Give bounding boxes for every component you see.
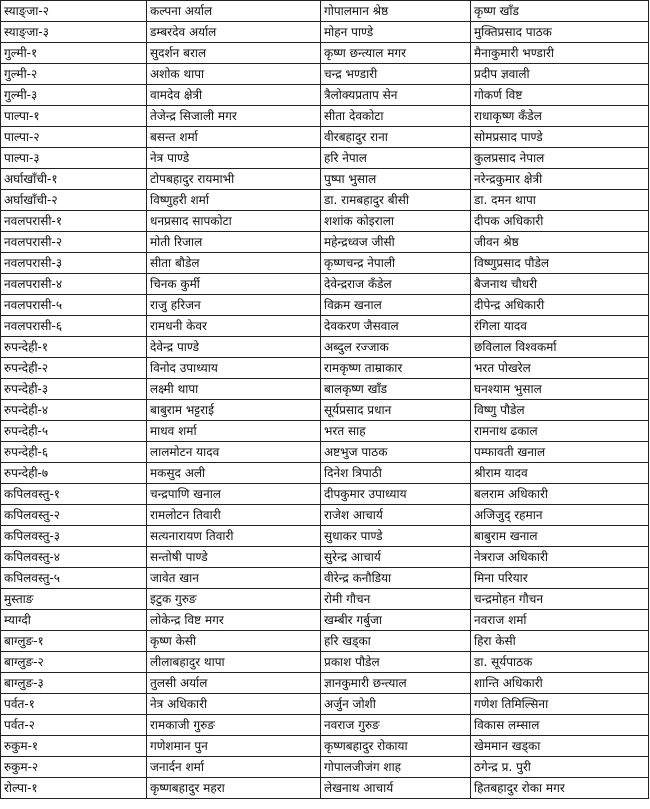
candidate-a-cell: डम्बरदेव अर्याल [147,22,321,43]
table-row [1,295,649,316]
candidate-c-cell: हितबहादुर रोका मगर [471,778,649,799]
table-row [1,631,649,652]
constituency-cell: नवलपरासी-३ [1,253,147,274]
table-row [1,547,649,568]
table-row [1,673,649,694]
candidate-a-cell: लोकेन्द्र विष्ट मगर [147,610,321,631]
candidate-b-cell: लेखनाथ आचार्य [321,778,471,799]
candidate-b-cell: हरि नेपाल [321,148,471,169]
candidate-c-cell: अजिजुद् रहमान [471,505,649,526]
candidate-a-cell: गणेशमान पुन [147,736,321,757]
candidate-a-cell: जावेत खान [147,568,321,589]
candidate-b-cell: दिनेश त्रिपाठी [321,463,471,484]
constituency-cell: स्याङ्जा-३ [1,22,147,43]
candidate-c-cell: रंगिला यादव [471,316,649,337]
candidate-b-cell: गोपालमान श्रेष्ठ [321,1,471,22]
table-row [1,127,649,148]
candidate-c-cell: घनश्याम भुसाल [471,379,649,400]
constituency-cell: रुपन्देही-३ [1,379,147,400]
candidate-b-cell: डा. रामबहादुर बीसी [321,190,471,211]
constituency-cell: रोल्पा-१ [1,778,147,799]
constituency-cell: पर्वत-१ [1,694,147,715]
candidate-c-cell: कुलप्रसाद नेपाल [471,148,649,169]
candidate-a-cell: बाबुराम भट्टराई [147,400,321,421]
candidate-b-cell: सीता देवकोटा [321,106,471,127]
candidate-c-cell: बलराम अधिकारी [471,484,649,505]
candidate-c-cell: विष्णु पौडेल [471,400,649,421]
candidate-a-cell: कल्पना अर्याल [147,1,321,22]
constituency-cell: रुपन्देही-४ [1,400,147,421]
candidate-a-cell: मोती रिजाल [147,232,321,253]
candidate-c-cell: रामनाथ ढकाल [471,421,649,442]
candidate-b-cell: भरत साह [321,421,471,442]
constituency-cell: कपिलवस्तु-१ [1,484,147,505]
candidate-c-cell: गोकर्ण विष्ट [471,85,649,106]
constituency-cell: कपिलवस्तु-३ [1,526,147,547]
candidate-a-cell: धनप्रसाद सापकोटा [147,211,321,232]
table-row [1,736,649,757]
constituency-cell: बाग्लुङ-२ [1,652,147,673]
candidate-a-cell: माधव शर्मा [147,421,321,442]
table-row [1,211,649,232]
candidate-c-cell: चन्द्रमोहन गौचन [471,589,649,610]
candidate-c-cell: नेत्रराज अधिकारी [471,547,649,568]
constituency-cell: कपिलवस्तु-२ [1,505,147,526]
candidate-a-cell: रामकाजी गुरुङ [147,715,321,736]
table-row [1,694,649,715]
constituency-cell: पाल्पा-१ [1,106,147,127]
table-row [1,400,649,421]
candidate-b-cell: महेन्द्रध्वज जीसी [321,232,471,253]
candidate-a-cell: नेत्र अधिकारी [147,694,321,715]
candidate-c-cell: दीपक अधिकारी [471,211,649,232]
candidate-b-cell: त्रैलोक्यप्रताप सेन [321,85,471,106]
constituency-cell: गुल्मी-३ [1,85,147,106]
candidate-c-cell: राधाकृष्ण कँडेल [471,106,649,127]
candidate-c-cell: ठगेन्द्र प्र. पुरी [471,757,649,778]
candidate-c-cell: शान्ति अधिकारी [471,673,649,694]
constituency-cell: रुपन्देही-७ [1,463,147,484]
candidate-b-cell: शशांक कोइराला [321,211,471,232]
table-row [1,379,649,400]
constituency-cell: नवलपरासी-६ [1,316,147,337]
candidate-c-cell: नवराज शर्मा [471,610,649,631]
candidate-b-cell: रामकृष्ण ताम्राकार [321,358,471,379]
table-row [1,169,649,190]
table-body [1,1,649,799]
table-row [1,358,649,379]
table-row [1,232,649,253]
table-row [1,43,649,64]
table-row [1,463,649,484]
candidate-a-cell: सीता बौडेल [147,253,321,274]
constituency-cell: पाल्पा-३ [1,148,147,169]
constituency-cell: रुपन्देही-१ [1,337,147,358]
candidate-c-cell: मुक्तिप्रसाद पाठक [471,22,649,43]
table-row [1,484,649,505]
candidate-c-cell: प्रदीप ज्ञवाली [471,64,649,85]
candidate-b-cell: चन्द्र भण्डारी [321,64,471,85]
table-row [1,337,649,358]
table-row [1,568,649,589]
candidate-a-cell: तुलसी अर्याल [147,673,321,694]
candidate-b-cell: नवराज गुरुङ [321,715,471,736]
candidate-b-cell: देवकरण जैसवाल [321,316,471,337]
candidate-a-cell: विनोद उपाध्याय [147,358,321,379]
candidate-a-cell: वामदेव क्षेत्री [147,85,321,106]
table-row [1,253,649,274]
candidate-c-cell: बाबुराम खनाल [471,526,649,547]
constituency-cell: बाग्लुङ-३ [1,673,147,694]
constituency-cell: रुपन्देही-५ [1,421,147,442]
table-row [1,148,649,169]
candidate-b-cell: खम्बीर गर्बुजा [321,610,471,631]
candidate-a-cell: अशोक थापा [147,64,321,85]
candidate-b-cell: विक्रम खनाल [321,295,471,316]
candidate-c-cell: जीवन श्रेष्ठ [471,232,649,253]
table-row [1,505,649,526]
candidate-a-cell: लक्ष्मी थापा [147,379,321,400]
constituency-cell: नवलपरासी-१ [1,211,147,232]
candidate-a-cell: चिनक कुर्मी [147,274,321,295]
constituency-cell: नवलपरासी-२ [1,232,147,253]
constituency-cell: पाल्पा-२ [1,127,147,148]
table-row [1,778,649,799]
candidate-c-cell: नरेन्द्रकुमार क्षेत्री [471,169,649,190]
candidate-b-cell: अब्दुल रज्जाक [321,337,471,358]
candidate-b-cell: रोमी गौचन [321,589,471,610]
candidate-c-cell: दीपेन्द्र अधिकारी [471,295,649,316]
candidate-c-cell: पम्फावती खनाल [471,442,649,463]
candidate-a-cell: टोपबहादुर रायमाभी [147,169,321,190]
candidate-c-cell: मैनाकुमारी भण्डारी [471,43,649,64]
table-row [1,526,649,547]
candidate-c-cell: डा. सूर्यपाठक [471,652,649,673]
constituency-cell: नवलपरासी-४ [1,274,147,295]
candidate-a-cell: रामधनी केवर [147,316,321,337]
candidate-a-cell: तेजेन्द्र सिजाली मगर [147,106,321,127]
candidate-b-cell: पुष्पा भुसाल [321,169,471,190]
candidate-c-cell: गणेश तिमिल्सिना [471,694,649,715]
candidate-b-cell: गोपालजीजंग शाह [321,757,471,778]
table-row [1,1,649,22]
candidate-b-cell: सुधाकर पाण्डे [321,526,471,547]
candidate-b-cell: दीपकुमार उपाध्याय [321,484,471,505]
candidate-c-cell: खेममान खड्का [471,736,649,757]
table-row [1,589,649,610]
table-row [1,715,649,736]
table-row [1,22,649,43]
candidate-c-cell: सोमप्रसाद पाण्डे [471,127,649,148]
candidate-c-cell: श्रीराम यादव [471,463,649,484]
candidate-a-cell: देवेन्द्र पाण्डे [147,337,321,358]
candidate-c-cell: विकास लम्साल [471,715,649,736]
candidate-a-cell: मकसुद अली [147,463,321,484]
constituency-cell: रुपन्देही-२ [1,358,147,379]
candidate-c-cell: डा. दमन थापा [471,190,649,211]
table-row [1,652,649,673]
constituency-cell: गुल्मी-१ [1,43,147,64]
candidate-a-cell: नेत्र पाण्डे [147,148,321,169]
table-row [1,64,649,85]
candidate-a-cell: जनार्दन शर्मा [147,757,321,778]
candidate-a-cell: कृष्णबहादुर महरा [147,778,321,799]
candidate-b-cell: अष्टभुज पाठक [321,442,471,463]
candidate-b-cell: हरि खड्का [321,631,471,652]
constituency-cell: रुपन्देही-६ [1,442,147,463]
candidate-a-cell: राजु हरिजन [147,295,321,316]
candidate-c-cell: हिरा केसी [471,631,649,652]
constituency-cell: नवलपरासी-५ [1,295,147,316]
candidate-b-cell: ज्ञानकुमारी छन्त्याल [321,673,471,694]
candidate-a-cell: इटुक गुरुङ [147,589,321,610]
constituency-cell: गुल्मी-२ [1,64,147,85]
constituency-cell: अर्घाखाँची-१ [1,169,147,190]
candidate-b-cell: वीरेन्द्र कनौडिया [321,568,471,589]
candidate-b-cell: अर्जुन जोशी [321,694,471,715]
candidate-a-cell: रामलोटन तिवारी [147,505,321,526]
candidate-b-cell: प्रकाश पौडेल [321,652,471,673]
candidate-a-cell: बसन्त शर्मा [147,127,321,148]
table-row [1,421,649,442]
candidate-b-cell: कृष्ण छन्त्याल मगर [321,43,471,64]
candidate-a-cell: लालमोटन यादव [147,442,321,463]
table-row [1,610,649,631]
candidate-c-cell: कृष्ण खाँड [471,1,649,22]
candidate-b-cell: कृष्णचन्द्र नेपाली [321,253,471,274]
constituency-cell: रुकुम-२ [1,757,147,778]
candidate-b-cell: सूर्यप्रसाद प्रधान [321,400,471,421]
constituency-cell: अर्घाखाँची-२ [1,190,147,211]
table-row [1,190,649,211]
candidate-c-cell: मिना परियार [471,568,649,589]
constituency-cell: मुस्ताङ [1,589,147,610]
constituency-cell: बाग्लुङ-१ [1,631,147,652]
candidate-b-cell: वीरबहादुर राना [321,127,471,148]
table-row [1,442,649,463]
table-row [1,274,649,295]
candidate-c-cell: विष्णुप्रसाद पौडेल [471,253,649,274]
candidate-b-cell: मोहन पाण्डे [321,22,471,43]
candidate-a-cell: सुदर्शन बराल [147,43,321,64]
candidate-b-cell: राजेश आचार्य [321,505,471,526]
constituency-cell: म्याग्दी [1,610,147,631]
table-row [1,85,649,106]
candidate-a-cell: सत्यनारायण तिवारी [147,526,321,547]
table-row [1,316,649,337]
constituency-cell: पर्वत-२ [1,715,147,736]
candidate-a-cell: चन्द्रपाणि खनाल [147,484,321,505]
candidate-c-cell: छविलाल विश्वकर्मा [471,337,649,358]
constituency-cell: कपिलवस्तु-५ [1,568,147,589]
constituency-cell: रुकुम-१ [1,736,147,757]
candidate-b-cell: देवेन्द्रराज कँडेल [321,274,471,295]
candidate-c-cell: बैजनाथ चौधरी [471,274,649,295]
candidate-b-cell: बालकृष्ण खाँड [321,379,471,400]
candidate-a-cell: विष्णुहरी शर्मा [147,190,321,211]
table-row [1,106,649,127]
candidate-c-cell: भरत पोखरेल [471,358,649,379]
constituency-cell: स्याङ्जा-२ [1,1,147,22]
candidate-a-cell: सन्तोषी पाण्डे [147,547,321,568]
candidate-b-cell: कृष्णबहादुर रोकाया [321,736,471,757]
constituency-cell: कपिलवस्तु-४ [1,547,147,568]
candidate-a-cell: लीलाबहादुर थापा [147,652,321,673]
candidate-b-cell: सुरेन्द्र आचार्य [321,547,471,568]
table-row [1,757,649,778]
candidate-a-cell: कृष्ण केसी [147,631,321,652]
